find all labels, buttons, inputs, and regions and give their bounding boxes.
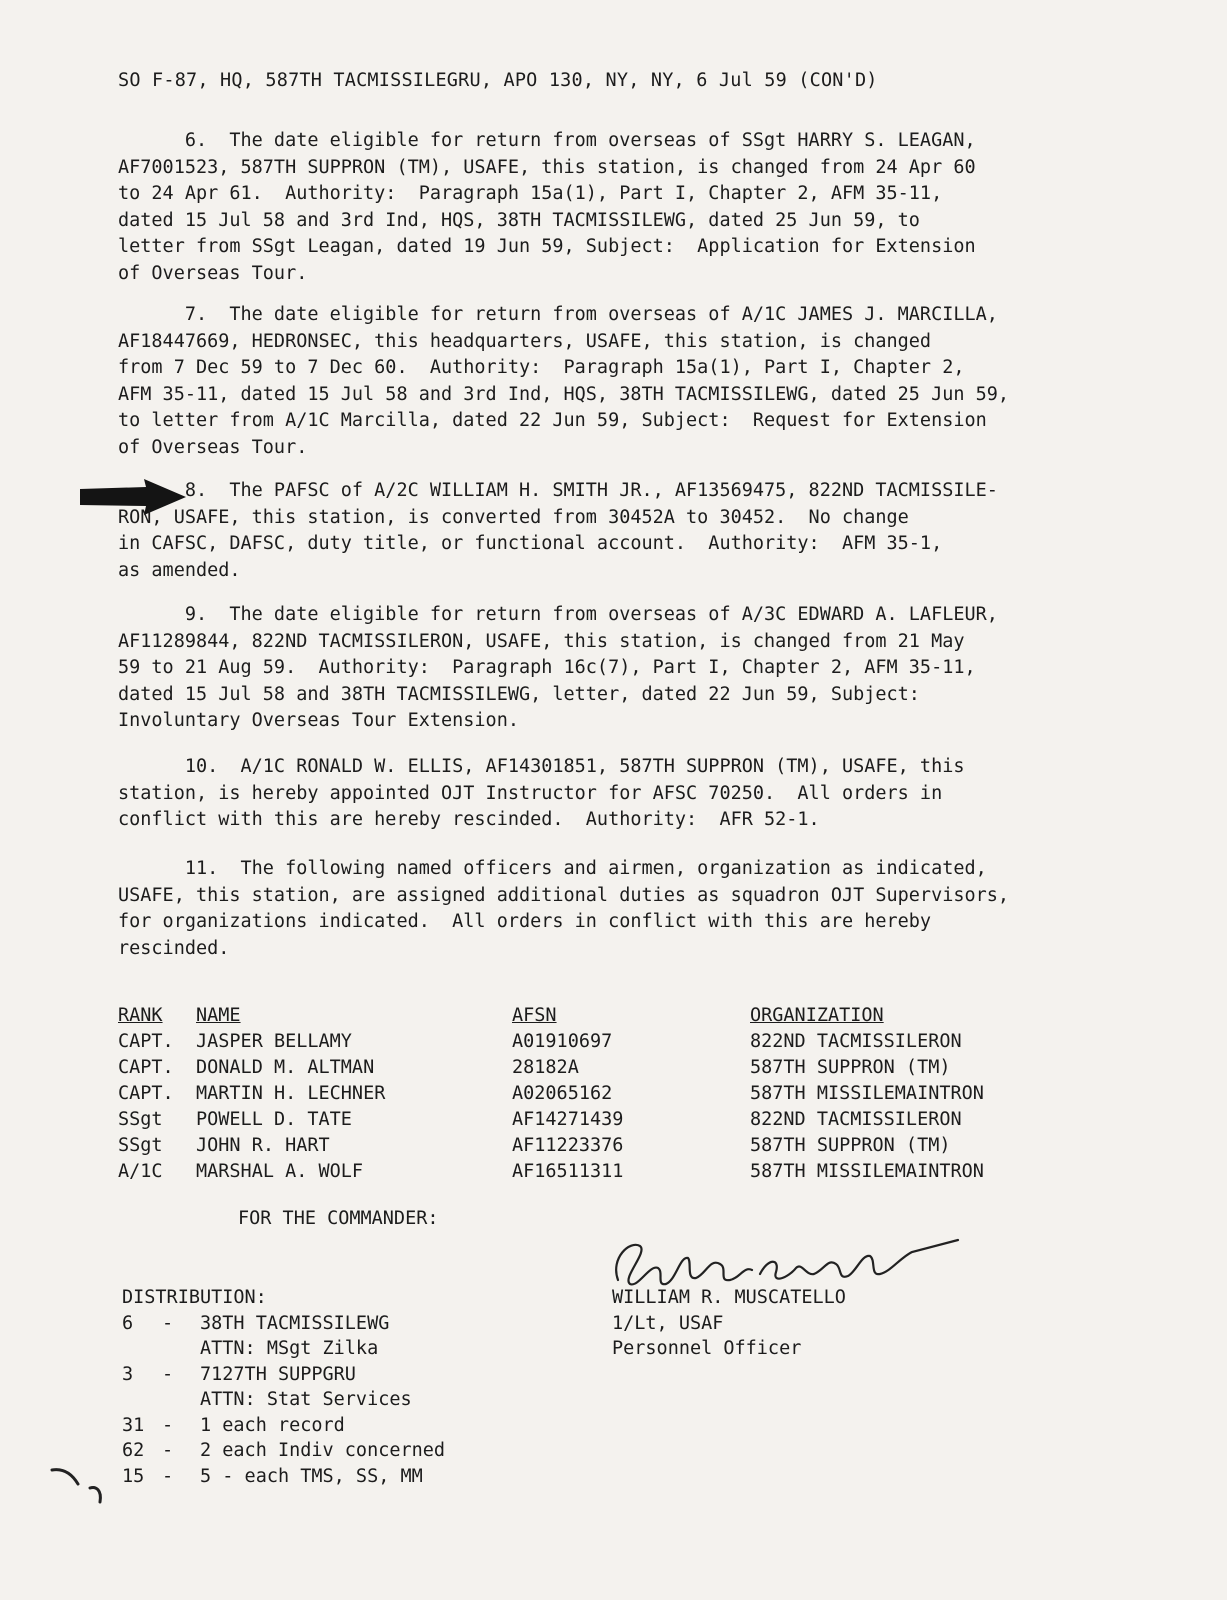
roster-header-name: NAME xyxy=(196,1005,241,1026)
roster-afsn: A01910697 xyxy=(512,1031,613,1052)
distribution-dash: - xyxy=(162,1465,174,1487)
list-item xyxy=(122,1413,345,1439)
distribution-dash: - xyxy=(162,1363,174,1385)
distribution-dash: - xyxy=(162,1414,174,1436)
signer-title: Personnel Officer xyxy=(612,1338,802,1359)
roster-rank: CAPT. xyxy=(118,1083,174,1104)
roster-afsn: 28182A xyxy=(512,1057,579,1078)
paragraph-10: 10. A/1C RONALD W. ELLIS, AF14301851, 587TH SUPPRON (TM), USAFE, this station, is hereby appointed OJT Instructor for AFSC 70250. All orders in conflict with this are hereby rescinded. Authority: AFR 52-1. xyxy=(118,756,965,830)
roster-organization: 587TH SUPPRON (TM) xyxy=(750,1057,951,1078)
distribution-recipient: 38TH TACMISSILEWG xyxy=(200,1312,390,1334)
distribution-count: 31 xyxy=(122,1414,145,1436)
roster-rank: CAPT. xyxy=(118,1057,174,1078)
roster-afsn: A02065162 xyxy=(512,1083,613,1104)
paragraph-6: 6. The date eligible for return from overseas of SSgt HARRY S. LEAGAN, AF7001523, 587TH SUPPRON (TM), USAFE, this station, is changed from 24 Apr 60 to 24 Apr 61. Authority: Paragraph 15a(1), Part I, Chapter 2, AFM 35-11, dated 15 Jul 58 and 3rd Ind, HQS, 38TH TACMISSILEWG, dated 25 Jun 59, to letter from SSgt Leagan, dated 19 Jun 59, Subject: Application for Extension of Overseas Tour. xyxy=(118,130,976,284)
distribution-dash: - xyxy=(162,1312,174,1334)
roster-afsn: AF11223376 xyxy=(512,1135,624,1156)
signer-name: WILLIAM R. MUSCATELLO xyxy=(612,1287,846,1308)
roster-header-afsn: AFSN xyxy=(512,1005,557,1026)
list-item xyxy=(122,1438,446,1464)
roster-afsn: AF16511311 xyxy=(512,1161,624,1182)
distribution-count: 62 xyxy=(122,1440,145,1461)
signature-block xyxy=(612,1285,846,1362)
roster-name: POWELL D. TATE xyxy=(196,1109,352,1130)
distribution-attn: ATTN: Stat Services xyxy=(200,1389,412,1410)
list-item xyxy=(122,1362,356,1388)
list-item xyxy=(122,1336,379,1362)
roster-organization: 587TH MISSILEMAINTRON xyxy=(750,1083,984,1104)
roster-rank: SSgt xyxy=(118,1135,163,1156)
distribution-attn: ATTN: MSgt Zilka xyxy=(200,1338,379,1359)
distribution-count: 6 xyxy=(122,1312,134,1334)
distribution-dash: - xyxy=(162,1440,174,1461)
pen-mark-icon xyxy=(50,1460,120,1505)
roster-rank: A/1C xyxy=(118,1161,163,1182)
roster-name: MARTIN H. LECHNER xyxy=(196,1083,386,1104)
distribution-recipient: 1 each record xyxy=(200,1414,345,1436)
paragraph-11: 11. The following named officers and airmen, organization as indicated, USAFE, this station, are assigned additional duties as squadron OJT Supervisors, for organizations indicated. All orders in conflict with this are hereby rescinded. xyxy=(118,858,1010,959)
paragraph-9: 9. The date eligible for return from overseas of A/3C EDWARD A. LAFLEUR, AF11289844, 822ND TACMISSILERON, USAFE, this station, is changed from 21 May 59 to 21 Aug 59. Authority: Paragraph 16c(7), Part I, Chapter 2, AFM 35-11, dated 15 Jul 58 and 38TH TACMISSILEWG, letter, dated 22 Jun 59, Subject: Involuntary Overseas Tour Extension. xyxy=(118,604,998,731)
roster-header-rank: RANK xyxy=(118,1005,163,1026)
roster-organization: 587TH SUPPRON (TM) xyxy=(750,1135,951,1156)
distribution-recipient: 5 - each TMS, SS, MM xyxy=(200,1465,423,1487)
distribution-title: DISTRIBUTION: xyxy=(122,1287,267,1308)
order-header: SO F-87, HQ, 587TH TACMISSILEGRU, APO 130, NY, NY, 6 Jul 59 (CON'D) xyxy=(118,70,878,91)
distribution-count: 3 xyxy=(122,1363,134,1385)
paragraph-8: 8. The PAFSC of A/2C WILLIAM H. SMITH JR., AF13569475, 822ND TACMISSILE- RON, USAFE, this station, is converted from 30452A to 30452. No change in CAFSC, DAFSC, duty title, or functional account. Authority: AFM 35-1, as amended. xyxy=(118,480,998,581)
roster-organization: 822ND TACMISSILERON xyxy=(750,1109,962,1130)
paragraph-7: 7. The date eligible for return from overseas of A/1C JAMES J. MARCILLA, AF18447669, HEDRONSEC, this headquarters, USAFE, this station, is changed from 7 Dec 59 to 7 Dec 60. Authority: Paragraph 15a(1), Part I, Chapter 2, AFM 35-11, dated 15 Jul 58 and 3rd Ind, HQS, 38TH TACMISSILEWG, dated 25 Jun 59, to letter from A/1C Marcilla, dated 22 Jun 59, Subject: Request for Extension of Overseas Tour. xyxy=(118,304,1010,458)
distribution-count: 15 xyxy=(122,1465,145,1487)
distribution-list xyxy=(122,1285,446,1489)
roster-name: DONALD M. ALTMAN xyxy=(196,1057,375,1078)
roster-rank: CAPT. xyxy=(118,1031,174,1052)
list-item xyxy=(122,1387,412,1413)
signer-rank: 1/Lt, USAF xyxy=(612,1312,724,1334)
distribution-recipient: 2 each Indiv concerned xyxy=(200,1440,446,1461)
roster-organization: 587TH MISSILEMAINTRON xyxy=(750,1161,984,1182)
roster-name: JOHN R. HART xyxy=(196,1135,330,1156)
roster-rank: SSgt xyxy=(118,1109,163,1130)
roster-organization: 822ND TACMISSILERON xyxy=(750,1031,962,1052)
distribution-recipient: 7127TH SUPPGRU xyxy=(200,1363,356,1385)
list-item xyxy=(122,1464,423,1490)
roster-afsn: AF14271439 xyxy=(512,1109,624,1130)
roster-name: JASPER BELLAMY xyxy=(196,1031,352,1052)
roster-name: MARSHAL A. WOLF xyxy=(196,1161,364,1182)
for-commander-line: FOR THE COMMANDER: xyxy=(238,1208,439,1229)
list-item xyxy=(122,1311,390,1337)
roster-header-organization: ORGANIZATION xyxy=(750,1005,884,1026)
